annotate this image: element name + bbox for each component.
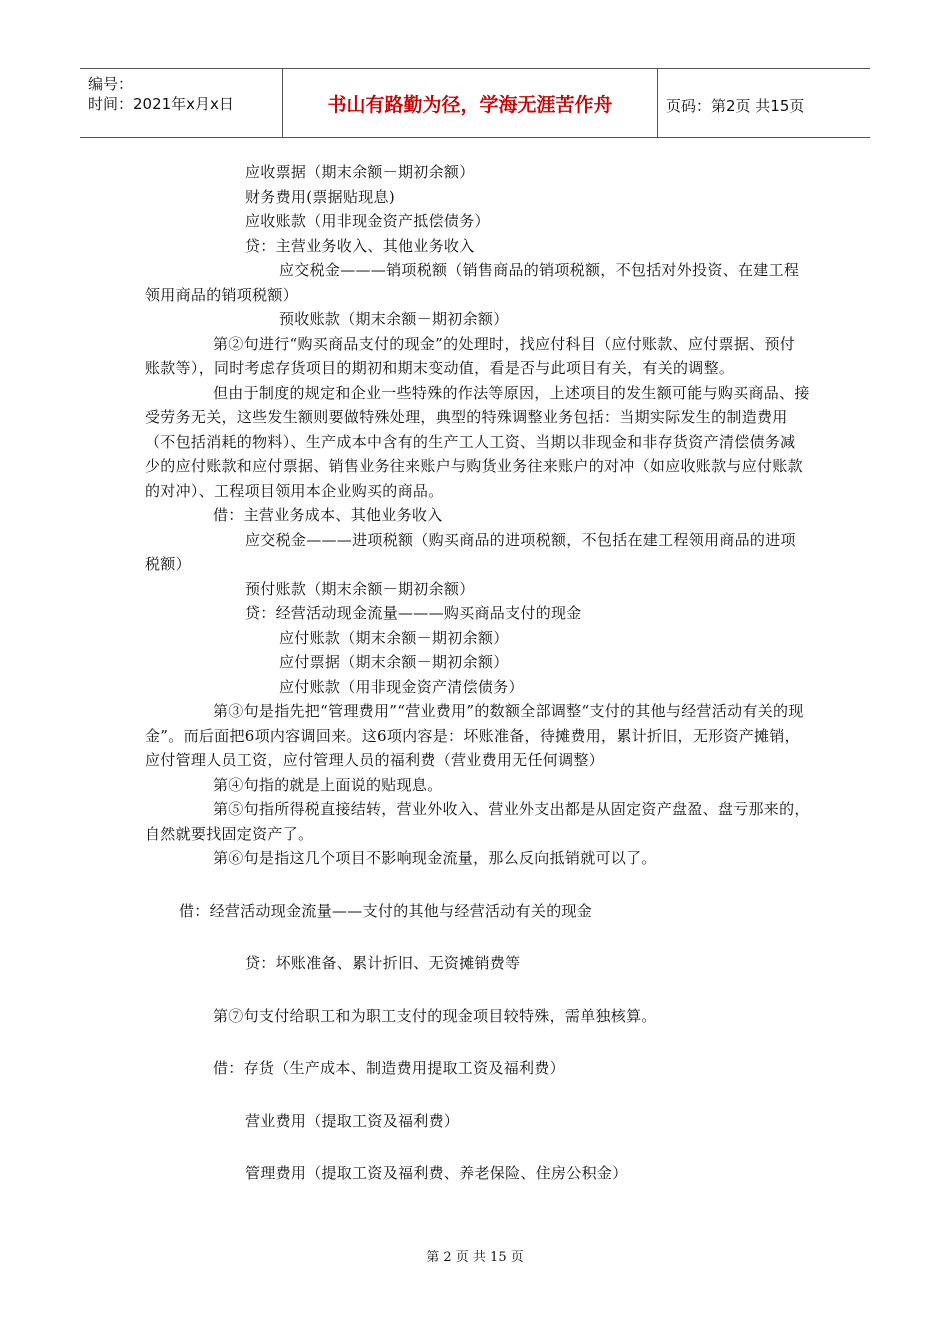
entry-line: 应交税金———销项税额（销售商品的销项税额，不包括对外投资、在建工程领用商品的销项税额） xyxy=(145,261,800,304)
header-page-label: 页码：第2页 共15页 xyxy=(666,97,805,115)
entry-line: 应付账款（用非现金资产清偿债务） xyxy=(279,677,524,696)
paragraph: 第③句是指先把“管理费用”“营业费用”的数额全部调整“支付的其他与经营活动有关的现金”。而后面把6项内容调回来。这6项内容是：坏账准备，待摊费用，累计折旧，无形资产摊销，应付管理人员工资，应付管理人员的福利费（营业费用无任何调整） xyxy=(145,702,804,769)
entry-line: 贷：坏账准备、累计折旧、无资摊销费等 xyxy=(245,954,521,972)
paragraph: 第⑥句是指这几个项目不影响现金流量，那么反向抵销就可以了。 xyxy=(213,849,657,867)
header-motto: 书山有路勤为径，学海无涯苦作舟 xyxy=(282,69,658,137)
header-meta-cell xyxy=(80,69,280,137)
entry-line: 财务费用(票据贴现息) xyxy=(245,187,396,206)
entry-line: 营业费用（提取工资及福利费） xyxy=(245,1111,460,1130)
page-header xyxy=(80,68,870,138)
entry-line: 应收账款（用非现金资产抵偿债务） xyxy=(245,212,490,230)
entry-line: 应付票据（期末余额－期初余额） xyxy=(279,653,509,671)
entry-line: 借：存货（生产成本、制造费用提取工资及福利费） xyxy=(213,1059,565,1077)
paragraph: 第④句指的就是上面说的贴现息。 xyxy=(213,775,443,794)
paragraph: 第⑤句指所得税直接结转，营业外收入、营业外支出都是从固定资产盘盈、盘亏那来的，自然就要找固定资产了。 xyxy=(145,800,810,843)
entry-line: 贷：经营活动现金流量———购买商品支付的现金 xyxy=(245,604,582,622)
entry-line: 贷：主营业务收入、其他业务收入 xyxy=(245,236,475,255)
paragraph: 第②句进行“购买商品支付的现金”的处理时，找应付科目（应付账款、应付票据、预付账款等），同时考虑存货项目的期初和期末变动值，看是否与此项目有关，有关的调整。 xyxy=(145,334,796,377)
entry-line: 借：主营业务成本、其他业务收入 xyxy=(213,506,443,524)
document-body xyxy=(145,160,810,1186)
entry-line: 管理费用（提取工资及福利费、养老保险、住房公积金） xyxy=(245,1164,628,1182)
entry-line: 预付账款（期末余额－期初余额） xyxy=(245,579,475,598)
entry-line: 借：经营活动现金流量——支付的其他与经营活动有关的现金 xyxy=(179,901,593,920)
doc-date-label: 时间：2021年x月x日 xyxy=(88,95,234,113)
paragraph: 第⑦句支付给职工和为职工支付的现金项目较特殊，需单独核算。 xyxy=(213,1006,657,1025)
doc-number-label: 编号： xyxy=(88,75,134,93)
paragraph: 但由于制度的规定和企业一些特殊的作法等原因，上述项目的发生额可能与购买商品、接受劳务无关，这些发生额则要做特殊处理，典型的特殊调整业务包括：当期实际发生的制造费用（不包括消耗的物料）、生产成本中含有的生产工人工资、当期以非现金和非存货资产清偿债务减少的应付账款和应付票据、销售业务往来账户与购货业务往来账户的对冲（如应收账款与应付账款的对冲）、工程项目领用本企业购买的商品。 xyxy=(145,383,810,500)
entry-line: 应交税金———进项税额（购买商品的进项税额，不包括在建工程领用商品的进项税额） xyxy=(145,530,796,573)
entry-line: 应收票据（期末余额－期初余额） xyxy=(245,163,475,181)
page-footer: 第 2 页 共 15 页 xyxy=(426,1250,524,1265)
entry-line: 预收账款（期末余额－期初余额） xyxy=(279,310,509,328)
entry-line: 应付账款（期末余额－期初余额） xyxy=(279,628,509,647)
